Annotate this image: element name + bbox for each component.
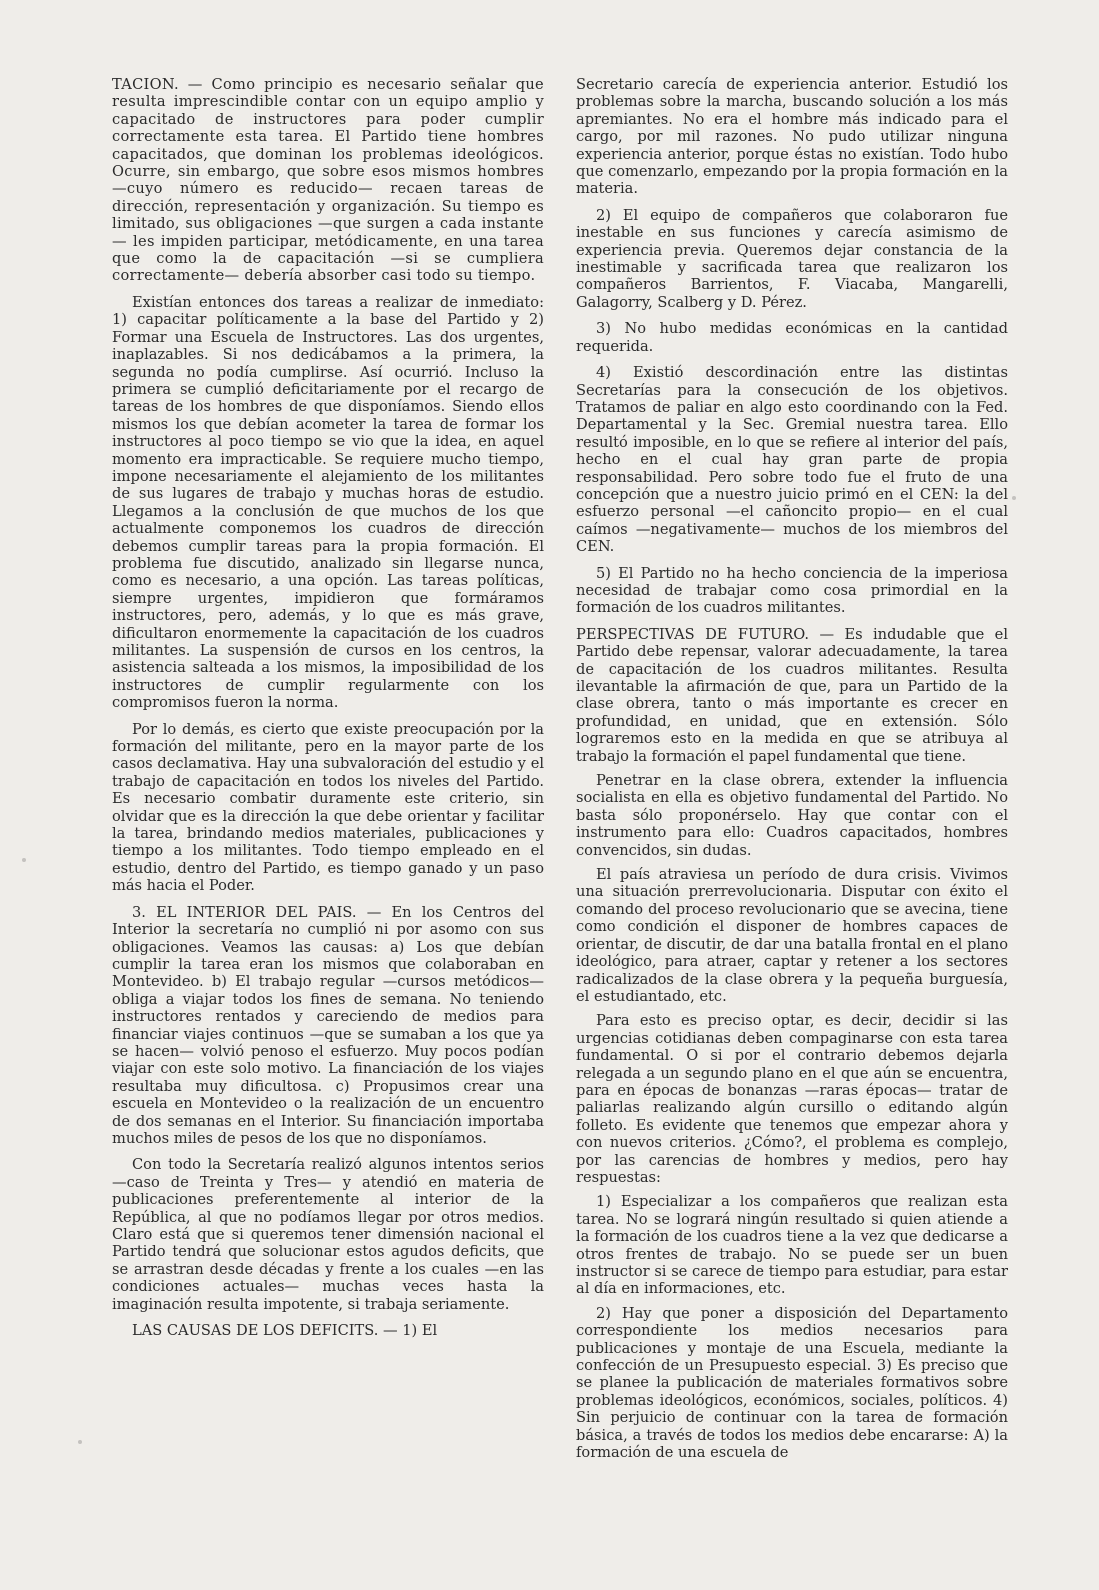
paragraph-penetrar: Penetrar en la clase obrera, extender la influencia socialista en ella es objetivo fundamental del Partido. No basta sólo proponérselo. Hay que contar con el instrumento para ello: Cuadros capacitados, hombres convencidos, sin dudas. bbox=[576, 772, 1008, 859]
paper-speck bbox=[22, 858, 26, 862]
paragraph-conciencia: 5) El Partido no ha hecho conciencia de la imperiosa necesidad de trabajar como cosa primordial en la formación de los cuadros militantes. bbox=[576, 564, 1008, 617]
paragraph-interior-del-pais: 3. EL INTERIOR DEL PAIS. — En los Centros del Interior la secretaría no cumplió ni por asomo con sus obligaciones. Veamos las causas: a) Los que debían cumplir la tarea eran los mismos que colaboraban en Montevideo. b) El trabajo regular —cursos metódicos— obliga a viajar todos los fines de semana. No teniendo instructores rentados y careciendo de medios para financiar viajes continuos —que se sumaban a los que ya se hacen— volvió penoso el esfuerzo. Muy pocos podían viajar con este solo motivo. La financiación de los viajes resultaba muy dificultosa. c) Propusimos crear una escuela en Montevideo o la realización de un encuentro de dos semanas en el Interior. Su financiación importaba muchos miles de pesos de los que no disponíamos. bbox=[112, 903, 544, 1147]
paragraph-secretario: Secretario carecía de experiencia anterior. Estudió los problemas sobre la marcha, buscando solución a los más apremiantes. No era el hombre más indicado para el cargo, por mil razones. No pudo utilizar ninguna experiencia anterior, porque éstas no existían. Todo hubo que comenzarlo, empezando por la propia formación en la materia. bbox=[576, 76, 1008, 198]
paragraph-causas-deficits: LAS CAUSAS DE LOS DEFICITS. — 1) El bbox=[132, 1322, 438, 1340]
paragraph-capacitacion: TACION. — Como principio es necesario señalar que resulta imprescindible contar con un equipo amplio y capacitado de instructores para poder cumplir correctamente esta tarea. El Partido tiene hombres capacitados, que dominan los problemas ideológicos. Ocurre, sin embargo, que sobre esos mismos hombres —cuyo número es reducido— recaen tareas de dirección, representación y organización. Su tiempo es limitado, sus obligaciones —que surgen a cada instante— les impiden participar, metódicamente, en una tarea que como la de capacitación —si se cumpliera correctamente— debería absorber casi todo su tiempo. bbox=[112, 76, 544, 285]
paper-speck bbox=[1012, 496, 1016, 500]
paragraph-dos-tareas: Existían entonces dos tareas a realizar de inmediato: 1) capacitar políticamente a la base del Partido y 2) Formar una Escuela de Instructores. Las dos urgentes, inaplazables. Si nos dedicábamos a la primera, la segunda no podía cumplirse. Así ocurrió. Incluso la primera se cumplió deficitariamente por el recargo de tareas de los hombres de que disponíamos. Siendo ellos mismos los que debían acometer la tarea de formar los instructores al poco tiempo se vio que la idea, en aquel momento era impracticable. Se requiere mucho tiempo, impone necesariamente el alejamiento de los militantes de sus lugares de trabajo y muchas horas de estudio. Llegamos a la conclusión de que muchos de los que actualmente componemos los cuadros de dirección debemos cumplir tareas para la propia formación. El problema fue discutido, analizado sin llegarse nunca, como es necesario, a una opción. Las tareas políticas, siempre urgentes, impidieron que formáramos instructores, pero, además, y lo que es más grave, dificultaron enormemente la capacitación de los cuadros militantes. La suspensión de cursos en los centros, la asistencia salteada a los mismos, la imposibilidad de los instructores de cumplir regularmente con los compromisos fueron la norma. bbox=[112, 293, 544, 712]
paper-speck bbox=[78, 1440, 82, 1444]
paragraph-medios-necesarios: 2) Hay que poner a disposición del Departamento correspondiente los medios necesarios para publicaciones y montaje de una Escuela, mediante la confección de un Presupuesto especial. 3) Es preciso que se planee la publicación de materiales formativos sobre problemas ideológicos, económicos, sociales, políticos. 4) Sin perjuicio de continuar con la tarea de formación básica, a través de todos los medios debe encararse: A) la formación de una escuela de bbox=[576, 1304, 1008, 1462]
left-column bbox=[112, 76, 544, 1348]
paragraph-especializar: 1) Especializar a los compañeros que realizan esta tarea. No se logrará ningún resultado si quien atiende a la formación de los cuadros tiene a la vez que dedicarse a otros frentes de trabajo. No se puede ser un buen instructor si se carece de tiempo para estudiar, para estar al día en informaciones, etc. bbox=[576, 1193, 1008, 1298]
paragraph-intentos-serios: Con todo la Secretaría realizó algunos intentos serios —caso de Treinta y Tres— y atendió en materia de publicaciones preferentemente al interior de la República, al que no podíamos llegar por otros medios. Claro está que si queremos tener dimensión nacional el Partido tendrá que solucionar estos agudos deficits, que se arrastran desde décadas y frente a los cuales —en las condiciones actuales— muchas veces hasta la imaginación resulta impotente, si trabaja seriamente. bbox=[112, 1156, 544, 1313]
paragraph-descordinacion: 4) Existió descordinación entre las distintas Secretarías para la consecución de los objetivos. Tratamos de paliar en algo esto coordinando con la Fed. Departamental y la Sec. Gremial nuestra tarea. Ello resultó imposible, en lo que se refiere al interior del país, hecho en el cual hay gran parte de propia responsabilidad. Pero sobre todo fue el fruto de una concepción que a nuestro juicio primó en el CEN: la del esfuerzo personal —el cañoncito propio— en el cual caímos —negativamente— muchos de los miembros del CEN. bbox=[576, 364, 1008, 556]
paragraph-equipo-companeros: 2) El equipo de compañeros que colaboraron fue inestable en sus funciones y carecía asimismo de experiencia previa. Queremos dejar constancia de la inestimable y sacrificada tarea que realizaron los compañeros Barrientos, F. Viacaba, Mangarelli, Galagorry, Scalberg y D. Pérez. bbox=[576, 206, 1008, 311]
paragraph-crisis: El país atraviesa un período de dura crisis. Vivimos una situación prerrevolucionaria. Disputar con éxito el comando del proceso revolucionario que se avecina, tiene como condición el disponer de hombres capaces de orientar, de discutir, de dar una batalla frontal en el plano ideológico, para atraer, captar y retener a los sectores radicalizados de la clase obrera y la pequeña burguesía, el estudiantado, etc. bbox=[576, 866, 1008, 1005]
right-column bbox=[576, 76, 1008, 1470]
paragraph-perspectivas: PERSPECTIVAS DE FUTURO. — Es indudable que el Partido debe repensar, valorar adecuadamente, la tarea de capacitación de los cuadros militantes. Resulta ilevantable la afirmación de que, para un Partido de la clase obrera, tanto o más importante es crecer en profundidad, en unidad, que en extensión. Sólo lograremos esto en la medida en que se atribuya al trabajo la formación el papel fundamental que tiene. bbox=[576, 625, 1008, 765]
paragraph-preocupacion: Por lo demás, es cierto que existe preocupación por la formación del militante, pero en la mayor parte de los casos declamativa. Hay una subvaloración del estudio y el trabajo de capacitación en todos los niveles del Partido. Es necesario combatir duramente este criterio, sin olvidar que es la dirección la que debe orientar y facilitar la tarea, brindando medios materiales, publicaciones y tiempo a los militantes. Todo tiempo empleado en el estudio, dentro del Partido, es tiempo ganado y un paso más hacia el Poder. bbox=[112, 720, 544, 895]
paragraph-optar: Para esto es preciso optar, es decir, decidir si las urgencias cotidianas deben compaginarse con esta tarea fundamental. O si por el contrario debemos dejarla relegada a un segundo plano en el que aún se encuentra, para en épocas de bonanzas —raras épocas— tratar de paliarlas realizando algún cursillo o editando algún folleto. Es evidente que tenemos que empezar ahora y con nuevos criterios. ¿Cómo?, el problema es complejo, por las carencias de hombres y medios, pero hay respuestas: bbox=[576, 1012, 1008, 1186]
paragraph-medidas-economicas: 3) No hubo medidas económicas en la cantidad requerida. bbox=[576, 320, 1008, 355]
